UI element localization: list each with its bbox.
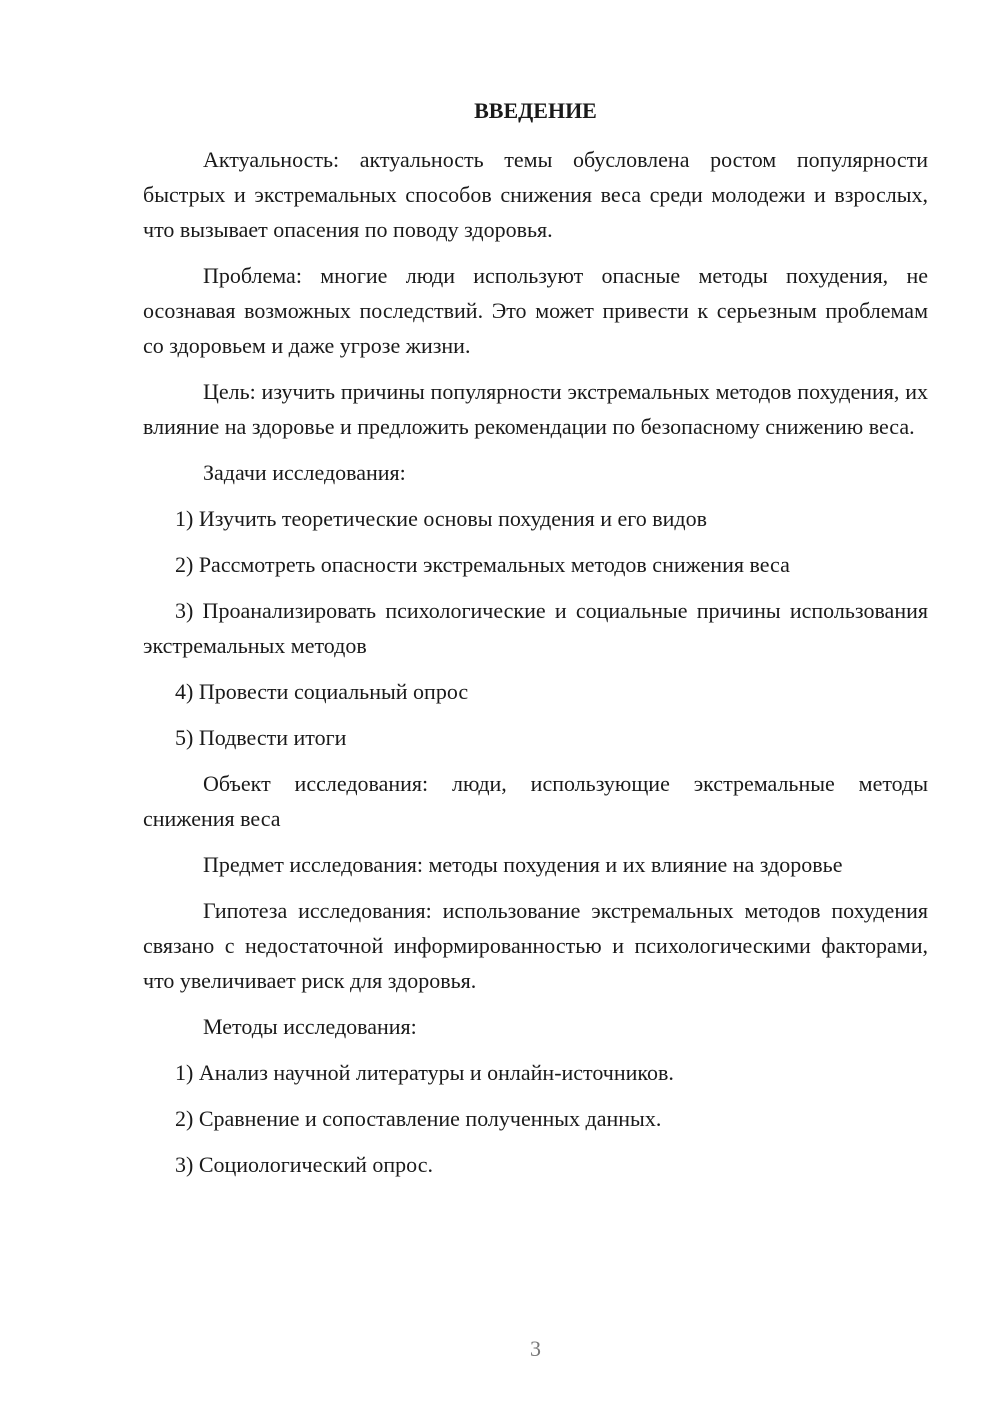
relevance-paragraph: Актуальность: актуальность темы обусловлена ростом популярности быстрых и экстремальных способов снижения веса среди молодежи и взрослых, что вызывает опасения по поводу здоровья. xyxy=(143,147,928,242)
methods-heading: Методы исследования: xyxy=(203,1014,417,1039)
method-item: 2) Сравнение и сопоставление полученных данных. xyxy=(175,1106,662,1131)
hypothesis-paragraph: Гипотеза исследования: использование экстремальных методов похудения связано с недостаточной информированностью и психологическими факторами, что увеличивает риск для здоровья. xyxy=(143,898,928,993)
problem-paragraph: Проблема: многие люди используют опасные методы похудения, не осознавая возможных последствий. Это может привести к серьезным проблемам со здоровьем и даже угрозе жизни. xyxy=(143,263,928,358)
goal-paragraph: Цель: изучить причины популярности экстремальных методов похудения, их влияние на здоровье и предложить рекомендации по безопасному снижению веса. xyxy=(143,379,928,439)
page-number: 3 xyxy=(530,1336,541,1361)
task-item: 2) Рассмотреть опасности экстремальных методов снижения веса xyxy=(175,552,790,577)
document-body xyxy=(143,142,928,1193)
document-page xyxy=(143,0,928,1414)
page-title: ВВЕДЕНИЕ xyxy=(474,98,597,123)
task-item: 1) Изучить теоретические основы похудения и его видов xyxy=(175,506,707,531)
task-item: 5) Подвести итоги xyxy=(175,725,347,750)
tasks-heading: Задачи исследования: xyxy=(203,460,406,485)
method-item: 1) Анализ научной литературы и онлайн-источников. xyxy=(175,1060,674,1085)
task-item: 4) Провести социальный опрос xyxy=(175,679,469,704)
subject-paragraph: Предмет исследования: методы похудения и их влияние на здоровье xyxy=(203,852,843,877)
method-item: 3) Социологический опрос. xyxy=(175,1152,433,1177)
task-item: 3) Проанализировать психологические и социальные причины использования экстремальных методов xyxy=(143,598,928,658)
object-paragraph: Объект исследования: люди, использующие экстремальные методы снижения веса xyxy=(143,771,928,831)
